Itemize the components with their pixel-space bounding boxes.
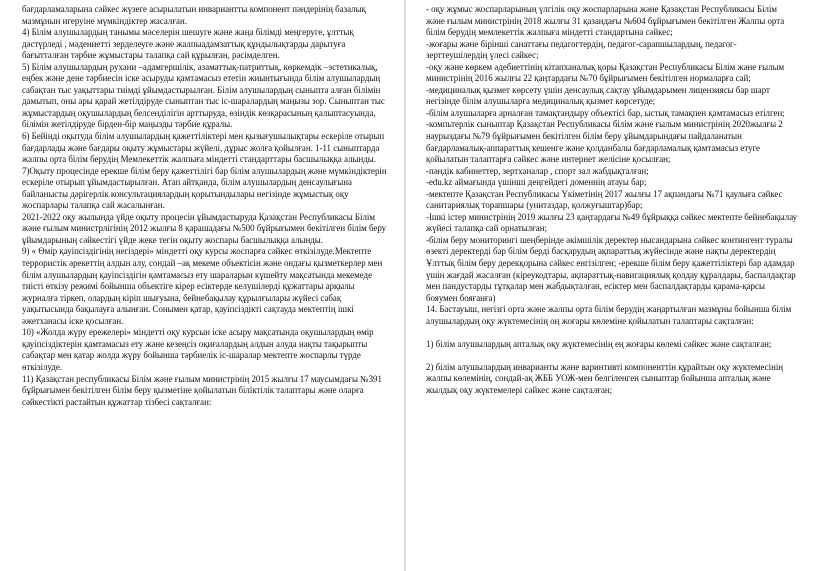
- list-item-domain: -edu.kz аймағында үшінші деңгейдегі доменнің атауы бар;: [426, 177, 647, 188]
- paragraph-intro: бағдарламаларына сәйкес жүзеге асырылатын инвариантты компонент пәндерінің базалық мазмұнын игеруіне мүмкіндіктер жасалған.: [22, 4, 366, 26]
- list-item-sanitary: -мектепте Қазақстан Республикасы Үкіметінің 2017 жылғы 17 ақпандағы №71 қаулыға сәйкес санитариялық торапшары (унитаздар, қолжуғыштар)бар;: [426, 188, 783, 211]
- paragraph-load-1: 1) білім алушылардың апталық оқу жүктемесінің ең жоғары көлемі сәйкес және сақталған;: [426, 338, 772, 349]
- list-item-library: -оқу және көркем әдебиеттінің кітапханалық қоры Қазақстан Республикасы Білім және ғылым министрінің 2016 жылғы 22 қаңтардағы №70 бұйрығымен бекітілген нормаларға сай;: [426, 61, 785, 84]
- paragraph-item-11: 11) Қазақстан республикасы Білім және ғылым министрінің 2015 жылғы 17 маусымдағы №391 бұйрығымен бекітілген білім беру қызметіне қойылатын біліктілік талаптары және оларға сәйкестікті растайтын құжаттар тізбесі сақталған:: [22, 373, 382, 407]
- paragraph-item-5: 5) Білім алушылардың рухани –адамгершілік, азаматтық-патриттық, көркемдік –эстетикалық, еңбек және дене тәрбиесін іске асыруды қамтамасыз ететін жиынтығында білім алушылардың сабақтан тыс уақыттары тиімді ұйымдастырылған. Білім алушылардың сыныпта алған білімін дамытып, оны ары қарай жетілдіруде сыныптан тыс іс-шаралардың маңызы зор. Сыныптан тыс жұмыстардың оқушылардың белсенділігін арттыруда, өзіндік көзқарасының қалыптасуында, білімін жетілдіруде бірден-бір маңызды тәрбие құралы.: [22, 61, 385, 130]
- paragraph-item-10: 10) «Жолда жүру ережелері» міндетті оқу курсын іске асыру мақсатында оқушылардың өмір қауіпсіздіктерін қамтамасыз ету және кезеңсіз оқиғалардың алдын алуда нақты тақырыпты сабақтар мен қатар жолда жүру бойынша тәрбиелік іс-шаралар мектепте жоспарлы түрде өткізілуде.: [22, 327, 374, 372]
- paragraph-item-9: 9) « Өмір қауіпсіздігінің негіздері» міндетті оқу курсы жоспарға сәйкес өткізілуде.Мектепте террористік әрекеттің алдын алу, сондай –ақ мекеме объектісін және ондағы қызметкерлер мен білім алушылардың қауіпсіздігін қамтамасыз ету шараларын күшейту мақсатында мекемеде тиісті өткізу режимі бойынша объектіге кірер есіктерде келушілерді құжаттары арқылы журналға тіркеп, олардың кіріп шығуына, бейнебақылау құрылғылары жүйесі сабақ уақытысында бақылауға алынған. Сонымен қатар, қауіпсіздікті сақтауда мектептің ішкі әжетханасы іске қосылған.: [22, 246, 383, 326]
- left-page: [0, 0, 405, 571]
- paragraph-load-2: 2) білім алушылардың инварианты және варинтивті компоненттін құрайтын оқу жүктемесінің жалпы көлемінің, сондай-ақ ЖББ УОЖ-мен белгіленген сыныптар бойынша апталық және жылдық оқу жүктемелері сәйкес және сақталған;: [426, 361, 784, 395]
- paragraph-item-4: 4) Білім алушылардың танымы мәселерін шешуге және жаңа білімді меңгеруге, ұлттық дәстүрледі , мәдениетті зерделеуге және жалпыадамзаттық құндылықтарды дарытуға бағытталған тәрбие жұмыстары талапқа сай құрылған, рәсімделген.: [22, 27, 354, 61]
- paragraph-item-6: 6) Бейінді оқытуда білім алушылардың қажеттіліктері мен қызығушылықтары ескеріле отырып бағдарлады және бағдары оқыту жұмыстары жүйелі, дұрыс жолға қойылған. 1-11 сыныптарда жалпы орта білім берудің Мемлекеттік жалпыға міндетті стандарттары басшылыққа алынды.: [22, 131, 385, 165]
- right-page: [406, 0, 813, 571]
- paragraph-item-7: 7)Оқыту процесінде ерекше білім беру қажеттілігі бар білім алушылардың және мүмкіндіктерін ескеріле отырып ұйымдастырылған. Атап айтқанда, білім алушылардың денсаулығына байланысты дәрігерлік консультациялардың қорытындылары негізінде жұмыстық оқу жоспарлары талапқа сай жасалынған.: [22, 165, 387, 211]
- paragraph-item-14: 14. Бастауыш, негізгі орта және жалпы орта білім берудің жаңартылған мазмұны бойынша білім алушылардың оқу жүктемесінің оң жоғары көлеміне қойылатын талаптары сақталған:: [426, 304, 792, 326]
- list-item-video-surveillance: -Ішкі істер министрінің 2019 жылғы 23 қаңтардағы №49 бұйрыққа сәйкес мектепте бейнебақылау жүйесі талапқа сай орнатылған;: [426, 211, 798, 234]
- list-item-curriculum: - оқу жұмыс жоспарларының үлгілік оқу жоспарларына және Қазақстан Республикасы Білім және ғылым министрінің 2018 жылғы 31 қазандағы №604 бұйрығымен бекітілген Жалпы орта білім берудің мемлекеттік жалпыға міндетті стандартына сәйкес;: [426, 4, 785, 38]
- list-item-monitoring: -білім беру мониторингі шеңберінде әкімшілік деректер нысандарына сәйкес контингент туралы өзекті деректерді бар білім берді басқарудың ақпараттық жүйесінде және нақты деректердің Ұлттық білім беру дерекқорына сәйкес енгізілген; -ерекше білім беру қажеттіліктері бар адамдар үшін жағдай жасалған (кіреукодтары, ақпараттық-навигациялық қолдау құралдары, баспалдақтар мен пандустарды тұтқалар мен жабдықталған, есіктер мен баспалдақтарды қарама-қарсы бояумен бояғанға): [426, 234, 796, 303]
- list-item-catering: -білім алушыларға арналған тамақтандыру объектісі бар, ыстық тамақпен қамтамасыз етілген;: [426, 107, 785, 118]
- list-item-computer-classes: -компьтерлік сыныптар Қазақстан Республикасы білім және ғылым министрінің 2020жылғы 2 наурыздағы №79 бұйрығымен бекітілген білім беру ұйымдарындағы пайдаланатын бағдарламалық-аппараттық кешенге және қолданбалы бағдарламалық қамтамасыз етуге қойылатын талаптарға сәйкес және интернет желісіне қосылған;: [426, 119, 783, 165]
- right-column-text: [426, 4, 798, 397]
- left-column-text: [22, 4, 392, 408]
- paragraph-home-schooling: 2021-2022 оқу жылында үйде оқыту процесін ұйымдастыруда Қазақстан Республикасы Білім және ғылым министрлігінің 2012 жылғы 8 қарашадағы №500 бұйрығымен бекітілген білім беру ұйымдарының сәйкестігі үйде жеке тегін оқыту жоспары басшылыққа алынды.: [22, 211, 387, 245]
- list-item-teachers: -жоғары және бірінші санаттағы педагогтердің, педагог-сарапшылардың, педагог-зерттеушілердің үлесі сәйкес;: [426, 38, 737, 61]
- list-item-cabinets: -пәндік кабинеттер, зертханалар , спорт зал жабдықталған;: [426, 165, 649, 176]
- list-item-medical: -медициналық қызмет көрсету үшін денсаулық сақтау ұйымдарымен лицензиясы бар шарт негізінде білім алушыларға медициналық қызмет көрсетуде;: [426, 84, 770, 107]
